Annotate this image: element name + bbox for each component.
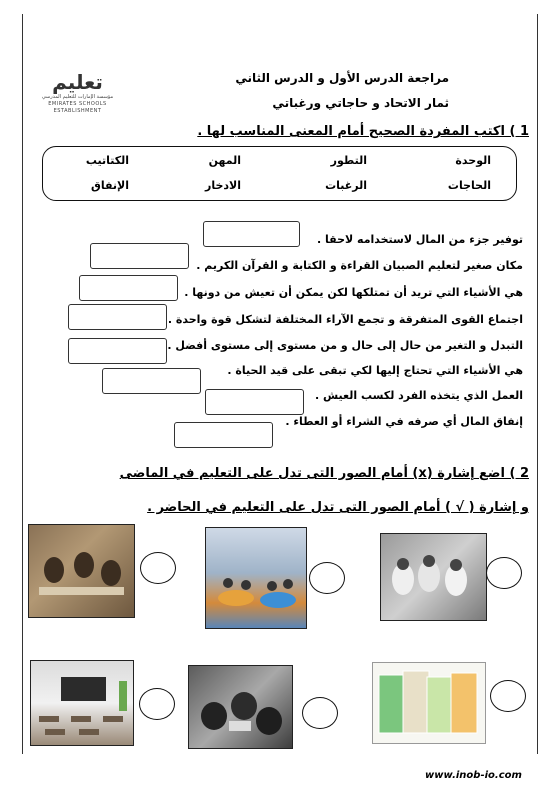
- answer-circle[interactable]: [486, 557, 522, 589]
- definition-sentence: العمل الذي يتخذه الفرد لكسب العيش .: [314, 389, 523, 402]
- header-title: مراجعة الدرس الأول و الدرس الثاني: [235, 71, 449, 85]
- question-2-line-2: و إشارة ( √ ) أمام الصور التى تدل على التعليم في الحاضر .: [147, 500, 529, 515]
- answer-circle[interactable]: [309, 562, 345, 594]
- logo-brand: تعليم: [52, 70, 103, 94]
- answer-box[interactable]: [102, 368, 201, 394]
- word-bank-item: الادخار: [205, 179, 241, 192]
- modern-empty-classroom-photo: [30, 660, 134, 746]
- definition-sentence: توفير جزء من المال لاستخدامه لاحقا .: [317, 233, 523, 246]
- old-outdoor-lesson-photo: [188, 665, 293, 749]
- answer-box[interactable]: [205, 389, 304, 415]
- logo-org-ar: مؤسسة الإمارات للتعليم المدرسي: [41, 94, 114, 100]
- definition-sentence: اجتماع القوى المتفرقة و تجمع الآراء المختلفة لتشكل قوة واحدة .: [167, 313, 523, 326]
- old-kuttab-classroom-illustration: [29, 525, 134, 617]
- question-1-title: 1 ) اكتب المفردة الصحيح أمام المعنى المناسب لها .: [197, 124, 529, 139]
- word-bank-item: الإنفاق: [91, 179, 129, 192]
- old-students-photo: [380, 533, 487, 621]
- modern-empty-classroom-illustration: [31, 661, 133, 745]
- answer-box[interactable]: [90, 243, 189, 269]
- answer-circle[interactable]: [490, 680, 526, 712]
- modern-classroom-illustration: [206, 528, 306, 628]
- old-outdoor-lesson-illustration: [189, 666, 292, 748]
- header-subtitle: ثمار الاتحاد و حاجاتي ورغباتي: [272, 96, 449, 110]
- question-2-line-1: 2 ) اضع إشارة (x) أمام الصور التى تدل على التعليم في الماضى: [119, 466, 529, 481]
- answer-box[interactable]: [68, 338, 167, 364]
- answer-box[interactable]: [79, 275, 178, 301]
- definition-sentence: إنفاق المال أي صرفه في الشراء أو العطاء .: [285, 415, 523, 428]
- word-bank-item: التطور: [330, 154, 367, 167]
- modern-textbooks-illustration: [373, 663, 485, 743]
- definition-sentence: التبدل و التغير من حال إلى حال و من مستوى إلى مستوى أفضل .: [167, 339, 523, 352]
- answer-circle[interactable]: [302, 697, 338, 729]
- answer-box[interactable]: [68, 304, 167, 330]
- modern-textbooks-photo: [372, 662, 486, 744]
- word-bank-item: المهن: [208, 154, 241, 167]
- word-bank-item: الحاجات: [447, 179, 491, 192]
- old-kuttab-classroom-photo: [28, 524, 135, 618]
- website-footer[interactable]: www.inob-io.com: [425, 770, 522, 781]
- answer-box[interactable]: [203, 221, 300, 247]
- logo-org-en-2: ESTABLISHMENT: [53, 108, 102, 114]
- answer-box[interactable]: [174, 422, 273, 448]
- definition-sentence: هي الأشياء التي تريد أن تمتلكها لكن يمكن أن تعيش من دونها .: [184, 286, 523, 299]
- word-bank-item: الرغبات: [325, 179, 367, 192]
- word-bank-item: الكتاتيب: [85, 154, 129, 167]
- answer-circle[interactable]: [140, 552, 176, 584]
- word-bank-item: الوحدة: [455, 154, 491, 167]
- old-students-illustration: [381, 534, 486, 620]
- answer-circle[interactable]: [139, 688, 175, 720]
- emirates-schools-logo: [35, 70, 120, 150]
- logo-org-en-1: EMIRATES SCHOOLS: [48, 101, 107, 107]
- modern-classroom-photo: [205, 527, 307, 629]
- definition-sentence: هي الأشياء التي تحتاج إليها لكي تبقى على قيد الحياة .: [227, 364, 523, 377]
- definition-sentence: مكان صغير لتعليم الصبيان القراءة و الكتابة و القرآن الكريم .: [196, 259, 523, 272]
